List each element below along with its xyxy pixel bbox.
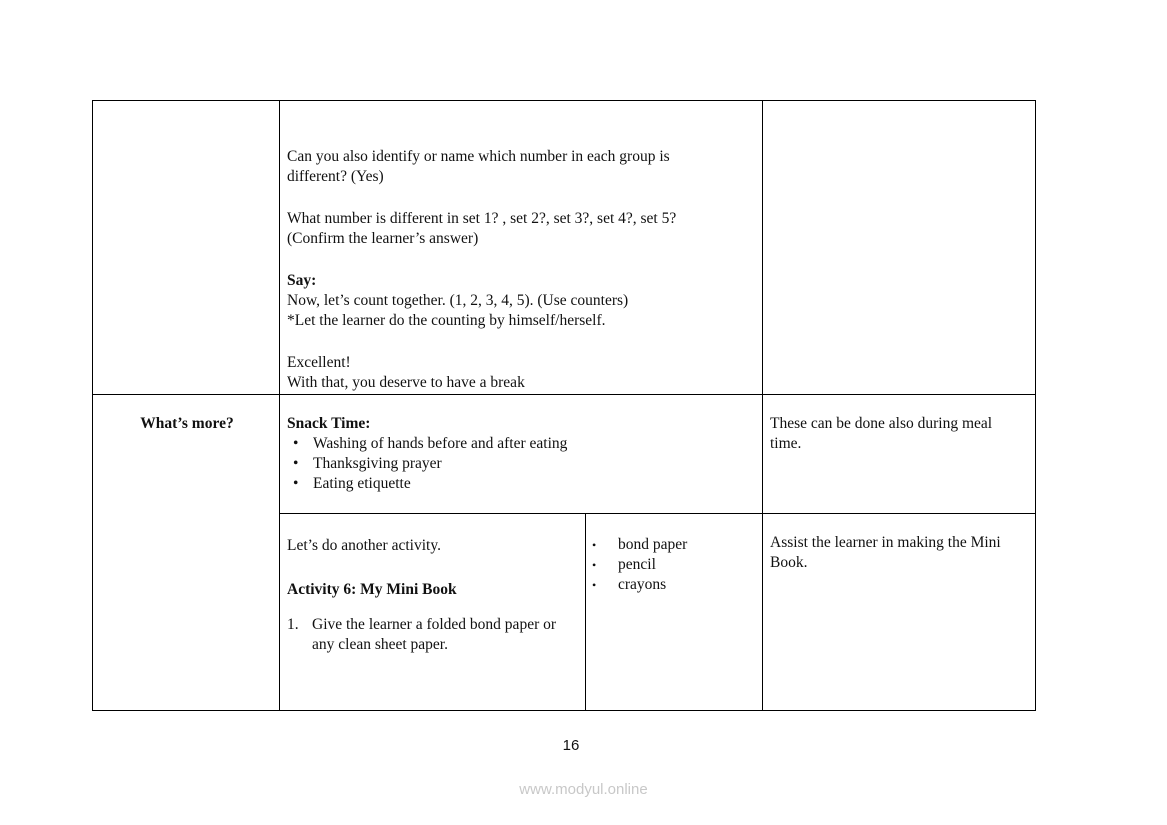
list-item: • Thanksgiving prayer — [313, 454, 757, 474]
note-text: Book. — [770, 554, 808, 571]
question-text: What number is different in set 1? , set 2?, set 3?, set 4?, set 5? — [287, 210, 677, 227]
activity-intro: Let’s do another activity. — [287, 537, 441, 554]
step-text-cont: any clean sheet paper. — [312, 636, 448, 653]
question-text: Can you also identify or name which number in each group is — [287, 148, 670, 165]
list-item: • bond paper — [618, 535, 762, 555]
cell-whats-more-label — [92, 394, 280, 711]
note-text: These can be done also during meal — [770, 415, 993, 432]
lesson-table — [92, 100, 1036, 711]
list-item: • Washing of hands before and after eating — [313, 434, 757, 454]
say-text: Now, let’s count together. (1, 2, 3, 4, 5). (Use counters) — [287, 292, 629, 309]
cell-activity — [279, 513, 586, 711]
break-text: With that, you deserve to have a break — [287, 374, 525, 391]
step-text: Give the learner a folded bond paper or — [312, 616, 557, 633]
page-number: 16 — [562, 737, 580, 754]
note-text: time. — [770, 435, 802, 452]
cell-activity-notes — [762, 513, 1036, 711]
question-text-cont: (Confirm the learner’s answer) — [287, 230, 479, 247]
cell-snack-time — [279, 394, 763, 514]
activity-title: Activity 6: My Mini Book — [287, 581, 457, 598]
cell-snack-notes — [762, 394, 1036, 514]
materials-list — [586, 535, 762, 595]
snack-title: Snack Time: — [287, 415, 371, 432]
cell-top-left — [92, 100, 280, 395]
section-label: What’s more? — [140, 415, 234, 432]
cell-materials — [585, 513, 763, 711]
praise-text: Excellent! — [287, 354, 351, 371]
cell-top-main — [279, 100, 763, 395]
say-label: Say: — [287, 272, 317, 289]
list-item: • Eating etiquette — [313, 474, 757, 494]
say-text: *Let the learner do the counting by himself/herself. — [287, 312, 606, 329]
list-item: • pencil — [618, 555, 762, 575]
list-item: • crayons — [618, 575, 762, 595]
step-number: 1. — [287, 616, 299, 633]
watermark: www.modyul.online — [519, 781, 648, 798]
snack-list — [287, 434, 757, 494]
note-text: Assist the learner in making the Mini — [770, 534, 1001, 551]
cell-top-notes — [762, 100, 1036, 395]
question-text-cont: different? (Yes) — [287, 168, 384, 185]
